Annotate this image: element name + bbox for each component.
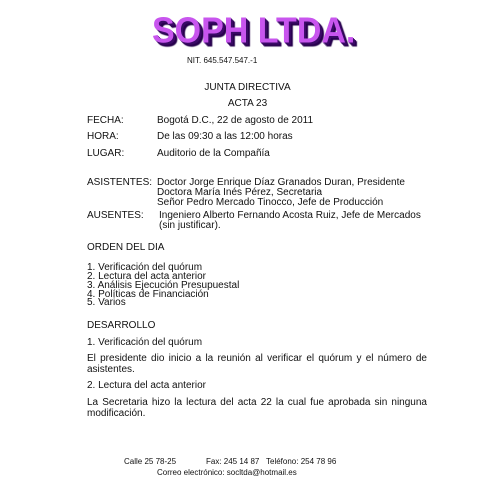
orden-item: 1. Verificación del quórum	[87, 262, 203, 273]
orden-title: ORDEN DEL DIA	[87, 242, 165, 253]
board-title: JUNTA DIRECTIVA	[204, 82, 291, 93]
footer-email: Correo electrónico: socltda@hotmail.es	[157, 468, 297, 477]
nit-number: NIT. 645.547.547.-1	[187, 56, 258, 65]
company-logo: SOPH LTDA.	[152, 11, 356, 51]
fecha-value: Bogotá D.C., 22 de agosto de 2011	[157, 115, 314, 126]
desarrollo-item: 2. Lectura del acta anterior	[87, 380, 206, 391]
desarrollo-item: 1. Verificación del quórum	[87, 337, 203, 348]
desarrollo-title: DESARROLLO	[87, 320, 156, 331]
desarrollo-paragraph: La Secretaria hizo la lectura del acta 22 la cual fue aprobada sin ninguna modificación.	[87, 397, 427, 419]
orden-item: 4. Políticas de Financiación	[87, 289, 209, 300]
orden-item: 5. Varios	[87, 297, 126, 308]
orden-item: 3. Análisis Ejecución Presupuestal	[87, 280, 240, 291]
fecha-label: FECHA:	[87, 115, 124, 126]
ausente-line: Ingeniero Alberto Fernando Acosta Ruiz, Jefe de Mercados	[159, 210, 421, 221]
lugar-label: LUGAR:	[87, 148, 125, 159]
orden-item: 2. Lectura del acta anterior	[87, 271, 206, 282]
ausentes-label: AUSENTES:	[87, 210, 144, 221]
footer-fax: Fax: 245 14 87	[206, 457, 260, 466]
footer-address: Calle 25 78-25	[124, 457, 177, 466]
acta-number: ACTA 23	[227, 98, 268, 109]
asistente-line: Señor Pedro Mercado Tinocco, Jefe de Producción	[157, 197, 384, 208]
ausente-line: (sin justificar).	[159, 220, 221, 231]
lugar-value: Auditorio de la Compañía	[157, 148, 270, 159]
footer-phone: Teléfono: 254 78 96	[266, 457, 337, 466]
asistentes-label: ASISTENTES:	[87, 177, 153, 188]
hora-label: HORA:	[87, 131, 119, 142]
asistente-line: Doctora María Inés Pérez, Secretaria	[157, 187, 323, 198]
asistente-line: Doctor Jorge Enrique Díaz Granados Duran, Presidente	[157, 177, 405, 188]
desarrollo-paragraph: El presidente dio inicio a la reunión al verificar el quórum y el número de asistentes.	[87, 353, 427, 375]
hora-value: De las 09:30 a las 12:00 horas	[157, 131, 293, 142]
